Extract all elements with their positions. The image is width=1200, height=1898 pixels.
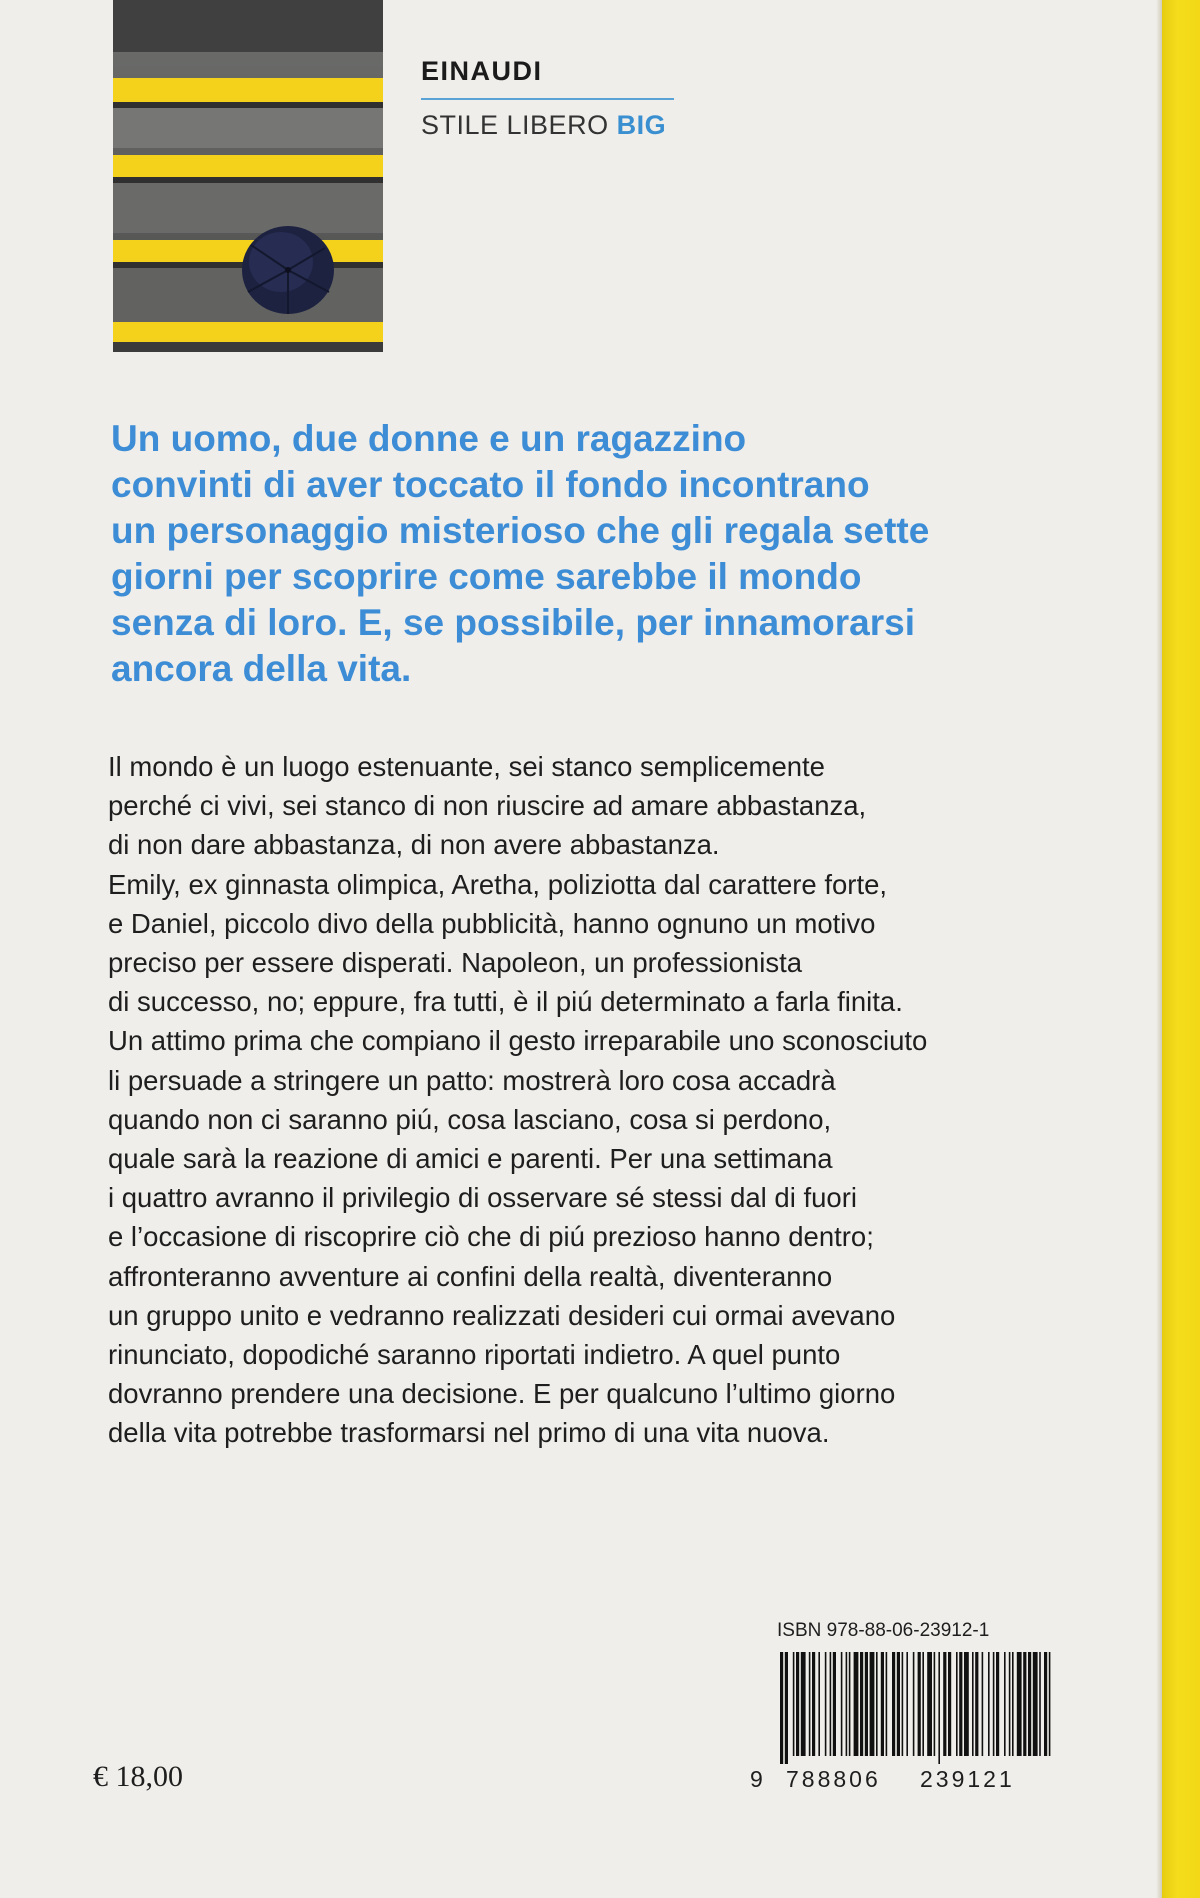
synopsis-line: affronteranno avventure ai confini della realtà, diventeranno bbox=[108, 1260, 833, 1292]
publisher-name: EINAUDI bbox=[421, 56, 543, 86]
barcode-digits-left: 788806 bbox=[786, 1766, 881, 1792]
synopsis-line: un gruppo unito e vedranno realizzati desideri cui ormai avevano bbox=[108, 1299, 896, 1331]
blurb-line: convinti di aver toccato il fondo incontrano bbox=[111, 464, 870, 505]
synopsis-line: Il mondo è un luogo estenuante, sei stanco semplicemente bbox=[108, 751, 825, 782]
barcode-digit-first: 9 bbox=[750, 1766, 764, 1792]
synopsis-line: preciso per essere disperati. Napoleon, un professionista bbox=[108, 947, 802, 979]
synopsis-line: e Daniel, piccolo divo della pubblicità, hanno ognuno un motivo bbox=[108, 907, 876, 939]
isbn-label: ISBN 978-88-06-23912-1 bbox=[777, 1620, 990, 1641]
series-prefix: STILE LIBERO bbox=[421, 110, 609, 140]
publisher-divider bbox=[421, 98, 674, 100]
synopsis-line: quale sarà la reazione di amici e parenti. Per una settimana bbox=[108, 1143, 833, 1175]
synopsis-line: Emily, ex ginnasta olimpica, Aretha, poliziotta dal carattere forte, bbox=[108, 868, 888, 900]
price: € 18,00 bbox=[93, 1760, 183, 1793]
yellow-spine-strip bbox=[1162, 0, 1200, 1898]
synopsis-line: i quattro avranno il privilegio di osservare sé stessi dal di fuori bbox=[108, 1182, 857, 1214]
synopsis-line: rinunciato, dopodiché saranno riportati indietro. A quel punto bbox=[108, 1339, 841, 1371]
synopsis-line: di successo, no; eppure, fra tutti, è il piú determinato a farla finita. bbox=[108, 986, 903, 1018]
synopsis-line: quando non ci saranno piú, cosa lasciano, cosa si perdono, bbox=[108, 1103, 832, 1135]
synopsis bbox=[108, 747, 1108, 1453]
blurb-line: senza di loro. E, se possibile, per innamorarsi bbox=[111, 602, 915, 643]
blurb-line: Un uomo, due donne e un ragazzino bbox=[111, 418, 747, 459]
cover-photo bbox=[113, 0, 383, 352]
barcode-digits-right: 239121 bbox=[920, 1766, 1015, 1792]
blurb-line: giorni per scoprire come sarebbe il mondo bbox=[111, 556, 862, 597]
synopsis-line: li persuade a stringere un patto: mostrerà loro cosa accadrà bbox=[108, 1064, 836, 1096]
synopsis-line: di non dare abbastanza, di non avere abbastanza. bbox=[108, 829, 720, 861]
blurb-line: un personaggio misterioso che gli regala sette bbox=[111, 510, 930, 551]
synopsis-line: Un attimo prima che compiano il gesto irreparabile uno sconosciuto bbox=[108, 1025, 928, 1057]
series-name bbox=[421, 110, 666, 141]
umbrella-on-stairs-icon bbox=[113, 0, 383, 352]
synopsis-line: della vita potrebbe trasformarsi nel primo di una vita nuova. bbox=[108, 1417, 830, 1449]
synopsis-line: dovranno prendere una decisione. E per qualcuno l’ultimo giorno bbox=[108, 1378, 896, 1410]
blurb-tagline bbox=[111, 416, 1111, 692]
synopsis-line: perché ci vivi, sei stanco di non riuscire ad amare abbastanza, bbox=[108, 790, 867, 822]
synopsis-line: e l’occasione di riscoprire ciò che di piú prezioso hanno dentro; bbox=[108, 1221, 874, 1253]
series-suffix: BIG bbox=[616, 110, 667, 140]
barcode-icon bbox=[778, 1652, 1052, 1764]
blurb-line: ancora della vita. bbox=[111, 648, 412, 689]
